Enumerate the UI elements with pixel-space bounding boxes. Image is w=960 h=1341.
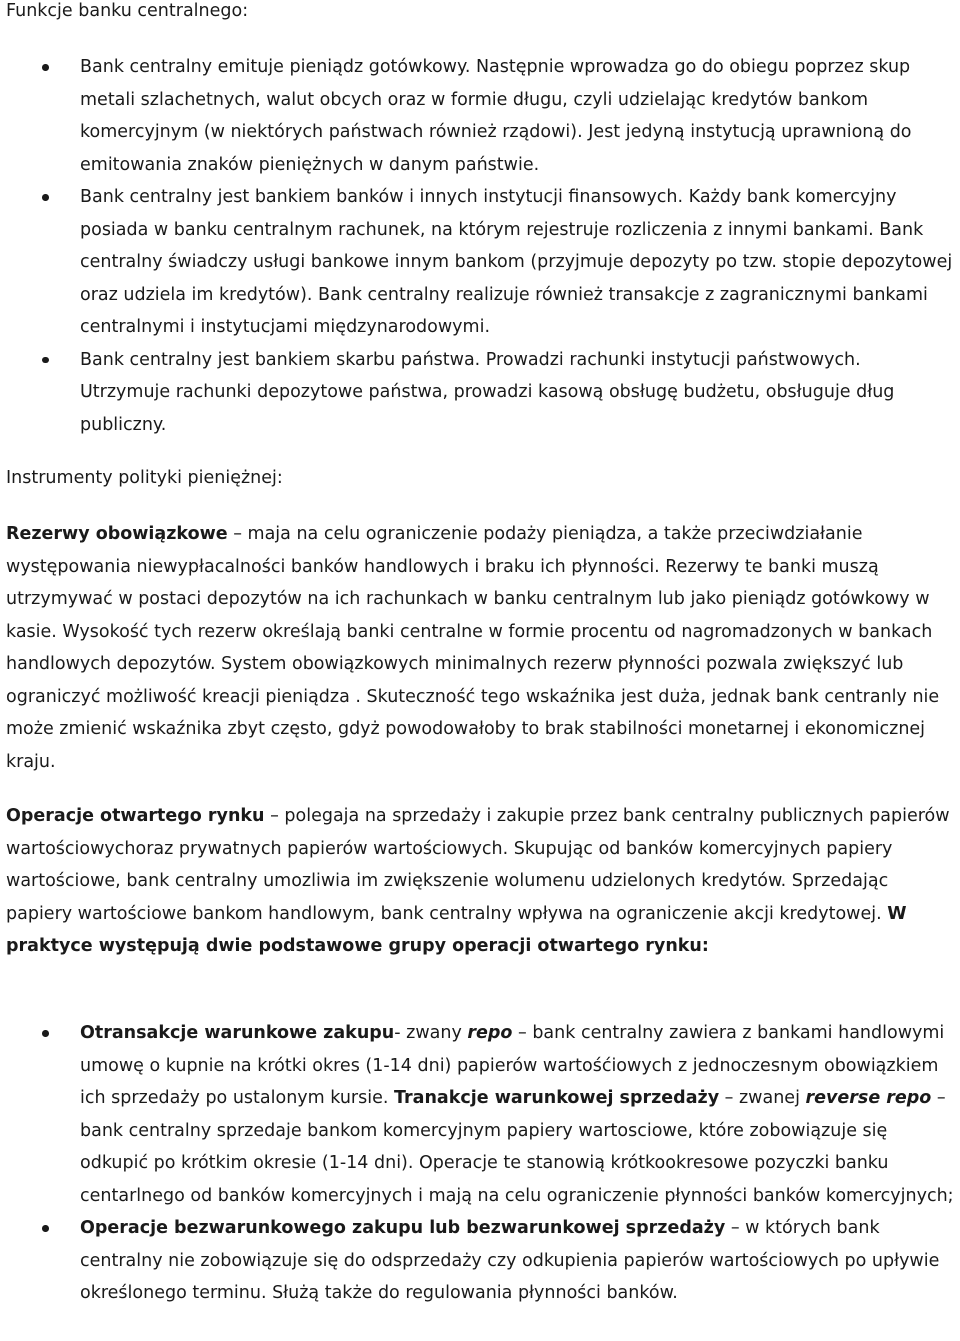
item-text: – w których bank centralny nie zobowiązuje się do odsprzedaży czy odkupienia papierów wartościowych po upływie określonego terminu. Służą także do regulowania płynności banków. xyxy=(80,1218,940,1303)
list-item xyxy=(0,181,955,344)
heading-funkcje: Funkcje banku centralnego: xyxy=(6,1,249,21)
item-text: Bank centralny jest bankiem banków i innych instytucji finansowych. Każdy bank komercyjny posiada w banku centralnym rachunek, na którym rejestruje rozliczenia z innymi bankami. Bank centralny świadczy usługi bankowe innym bankom (przyjmuje depozyty po tzw. stopie depozytowej oraz udziela im kredytów). Bank centralny realizuje również transakcje z zagranicznymi bankami centralnymi i instytucjami międzynarodowymi. xyxy=(80,187,953,337)
term-transakcje-sprzedazy: Tranakcje warunkowej sprzedaży xyxy=(394,1088,720,1108)
item-text: – zwanej xyxy=(719,1088,806,1108)
paragraph-rezerwy xyxy=(6,518,956,778)
item-text: Bank centralny jest bankiem skarbu państwa. Prowadzi rachunki instytucji państwowych. Utrzymuje rachunki depozytowe państwa, prowadzi kasową obsługę budżetu, obsługuje dług publiczny. xyxy=(80,349,895,435)
term-repo: repo xyxy=(467,1023,513,1043)
term-bezwarunkowe: Operacje bezwarunkowego zakupu lub bezwarunkowej sprzedaży xyxy=(80,1218,726,1238)
item-text: – bank centralny sprzedaje bankom komercyjnym papiery wartosciowe, które zobowiązuje się odkupić po krótkim okresie (1-14 dni). Operacje te stanowią krótkookresowe pozyczki banku centarlnego od banków komercyjnych i mają na celu ograniczenie płynności banków komercyjnych; xyxy=(80,1088,954,1206)
item-text-cont: Jest jedyną instytucją uprawnioną do emitowania znaków pieniężnych w danym państwie. xyxy=(80,122,912,175)
term-transakcje-zakupu: Otransakcje warunkowe zakupu xyxy=(80,1023,395,1043)
term-rezerwy: Rezerwy obowiązkowe xyxy=(6,524,228,544)
item-text: - zwany xyxy=(394,1023,468,1043)
item-text: – bank centralny zawiera z bankami handlowymi umowę o kupnie na krótki okres (1-14 dni) papierów wartośćiowych z jednoczesnym obowiązkiem ich sprzedaży po ustalonym kursie. xyxy=(80,1023,945,1108)
rezerwy-text: – maja na celu ograniczenie podaży pieniądza, a także przeciwdziałanie występowania niewypłacalności banków handlowych i braku ich płynności. Rezerwy te banki muszą utrzymywać w postaci depozytów na ich rachunkach w banku centralnym lub jako pieniądz gotówkowy w kasie. Wysokość tych rezerw określają banki centralne w formie procentu od nagromadzonych w bankach handlowych depozytów. System obowiązkowych minimalnych rezerw płynności pozwala zwiększyć lub ograniczyć możliwość kreacji pieniądza . Skuteczność tego wskaźnika jest duża, jednak bank centranly nie może zmienić wskaźnika zbyt często, gdyż powodowałoby to brak stabilności monetarnej i ekonomicznej kraju. xyxy=(6,524,940,772)
operacje-bold-end: W praktyce występują dwie podstawowe grupy operacji otwartego rynku: xyxy=(6,903,907,956)
list-item xyxy=(0,344,955,442)
list-item xyxy=(0,1017,955,1212)
operacje-list xyxy=(0,1017,955,1310)
funkcje-list xyxy=(0,51,955,441)
list-item xyxy=(0,1212,955,1310)
operacje-text: – polegaja na sprzedaży i zakupie przez bank centralny publicznych papierów wartościowychoraz prywatnych papierów wartościowych. Skupując od banków komercyjnych papiery wartościowe, bank centralny umozliwia im zwiększenie wolumenu udzielonych kredytów. Sprzedając papiery wartościowe bankom handlowym, bank centralny wpływa na ograniczenie akcji kredytowej. xyxy=(6,806,950,924)
list-item xyxy=(0,51,955,181)
term-operacje: Operacje otwartego rynku xyxy=(6,806,265,826)
paragraph-operacje xyxy=(6,800,956,963)
item-text: Bank centralny emituje pieniądz gotówkowy. Następnie wprowadza go do obiegu poprzez skup metali szlachetnych, walut obcych oraz w formie długu, czyli udzielając kredytów bankom komercyjnym (w niektórych państwach również rządowi). xyxy=(80,57,911,142)
term-reverse-repo: reverse repo xyxy=(805,1088,932,1108)
heading-instrumenty: Instrumenty polityki pieniężnej: xyxy=(6,468,283,488)
